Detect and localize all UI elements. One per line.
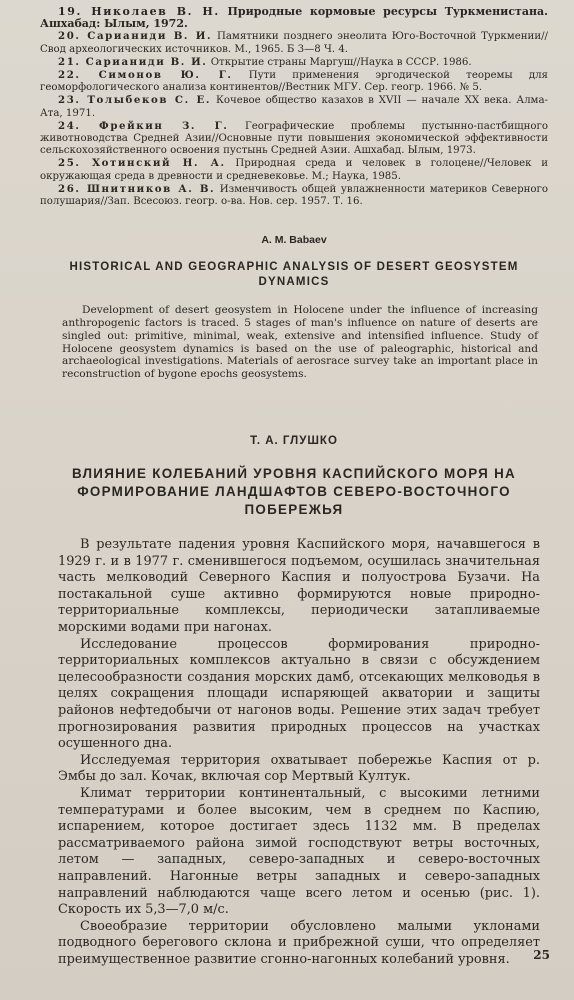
reference-text: Природная среда и человек в голоцене//Человек и окружающая среда в древности и средневековье. М.; Наука, 1985. xyxy=(40,158,548,182)
reference-author: 20. Сарианиди В. И. xyxy=(58,30,213,43)
reference-text: Открытие страны Маргуш//Наука в СССР. 1986. xyxy=(210,56,472,68)
reference-item xyxy=(40,94,548,119)
reference-item xyxy=(40,56,548,69)
body-paragraph: Своеобразие территории обусловлено малыми уклонами подводного берегового склона и прибрежной суши, что определяет преимущественное развитие сгонно-нагонных колебаний уровня. xyxy=(58,918,540,967)
reference-item xyxy=(40,183,548,208)
reference-item xyxy=(40,30,548,55)
reference-author: 22. Симонов Ю. Г. xyxy=(58,69,233,82)
reference-author: 26. Шнитников А. В. xyxy=(58,182,216,195)
reference-author: 23. Толыбеков С. Е. xyxy=(58,94,212,107)
reference-author: 25. Хотинский Н. А. xyxy=(58,157,226,170)
reference-text: Изменчивость общей увлажненности материков Северного полушария//Зап. Всесоюз. геогр. о-ва. Нов. сер. 1957. Т. 16. xyxy=(40,183,548,208)
reference-text: Природные кормовые ресурсы Туркменистана. Ашхабад: Ылым, 1972. xyxy=(40,5,548,31)
english-summary-author: A. M. Babaev xyxy=(261,234,327,247)
reference-item xyxy=(40,69,548,94)
body-paragraph: Исследование процессов формирования природно-территориальных комплексов актуально в связи с обсуждением целесообразности создания морских дамб, отсекающих мелководья в целях сокращения площади испаряющей акватории и защиты районов нефтедобычи от нагонов воды. Решение этих задач требует прогнозирования развития природных процессов на участках осушенного дна. xyxy=(58,636,540,752)
article-title: ВЛИЯНИЕ КОЛЕБАНИЙ УРОВНЯ КАСПИЙСКОГО МОРЯ НА ФОРМИРОВАНИЕ ЛАНДШАФТОВ СЕВЕРО-ВОСТОЧНОГО ПОБЕРЕЖЬЯ xyxy=(71,466,517,518)
reference-item xyxy=(40,120,548,158)
reference-list xyxy=(40,6,548,208)
reference-text: Памятники позднего энеолита Юго-Восточной Туркмении//Свод археологических источников. М., 1965. Б 3—8 Ч. 4. xyxy=(40,31,548,55)
article-author: Т. А. ГЛУШКО xyxy=(250,435,338,448)
reference-author: 24. Фрейкин З. Г. xyxy=(58,119,229,132)
english-summary-title: HISTORICAL AND GEOGRAPHIC ANALYSIS OF DESERT GEOSYSTEM DYNAMICS xyxy=(69,261,519,289)
english-summary-abstract: Development of desert geosystem in Holocene under the influence of increasing anthropogenic factors is traced. 5 stages of man's influence on nature of deserts are singled out: primitive, minimal, weak, extensive and intensified influence. Study of Holocene geosystem dynamics is based on the use of paleographic, historical and archaeological investigations. Materials of aerosrace survey take an important place in reconstruction of bygone epochs geosystems. xyxy=(62,304,538,381)
article-body xyxy=(58,537,540,968)
page-number: 25 xyxy=(533,948,550,962)
reference-text: Кочевое общество казахов в XVII — начале XX века. Алма-Ата, 1971. xyxy=(40,95,548,119)
reference-item xyxy=(40,157,548,182)
body-paragraph: Климат территории континентальный, с высокими летними температурами и более высоким, чем в среднем по Каспию, испарением, которое достигает здесь 1132 мм. В пределах рассматриваемого района зимой господствуют ветры восточных, летом — западных, северо-западных и северо-восточных направлений. Нагонные ветры западных и северо-западных направлений наблюдаются чаще всего летом и осенью (рис. 1). Скорость их 5,3—7,0 м/с. xyxy=(58,785,540,918)
body-paragraph: В результате падения уровня Каспийского моря, начавшегося в 1929 г. и в 1977 г. сменившегося подъемом, осушилась значительная часть мелководий Северного Каспия и полуострова Бузачи. На постакальной суше активно формируются новые природно-территориальные комплексы, периодически затапливаемые морскими водами при нагонах. xyxy=(58,537,540,635)
reference-item xyxy=(40,6,548,30)
reference-text: Пути применения эргодической теоремы для геоморфологического анализа континентов//Вестник МГУ. Сер. геогр. 1966. № 5. xyxy=(40,70,548,94)
reference-text: Географические проблемы пустынно-пастбищного животноводства Средней Азии//Основные пути повышения экономической эффективности сельскохозяйственного освоения пустынь Средней Азии. Ашхабад. Ылым, 1973. xyxy=(40,120,548,157)
body-paragraph: Исследуемая территория охватывает побережье Каспия от р. Эмбы до зал. Кочак, включая сор Мертвый Култук. xyxy=(58,752,540,785)
reference-author: 21. Сарианиди В. И. xyxy=(58,55,208,68)
reference-author: 19. Николаев В. Н. xyxy=(58,5,220,18)
